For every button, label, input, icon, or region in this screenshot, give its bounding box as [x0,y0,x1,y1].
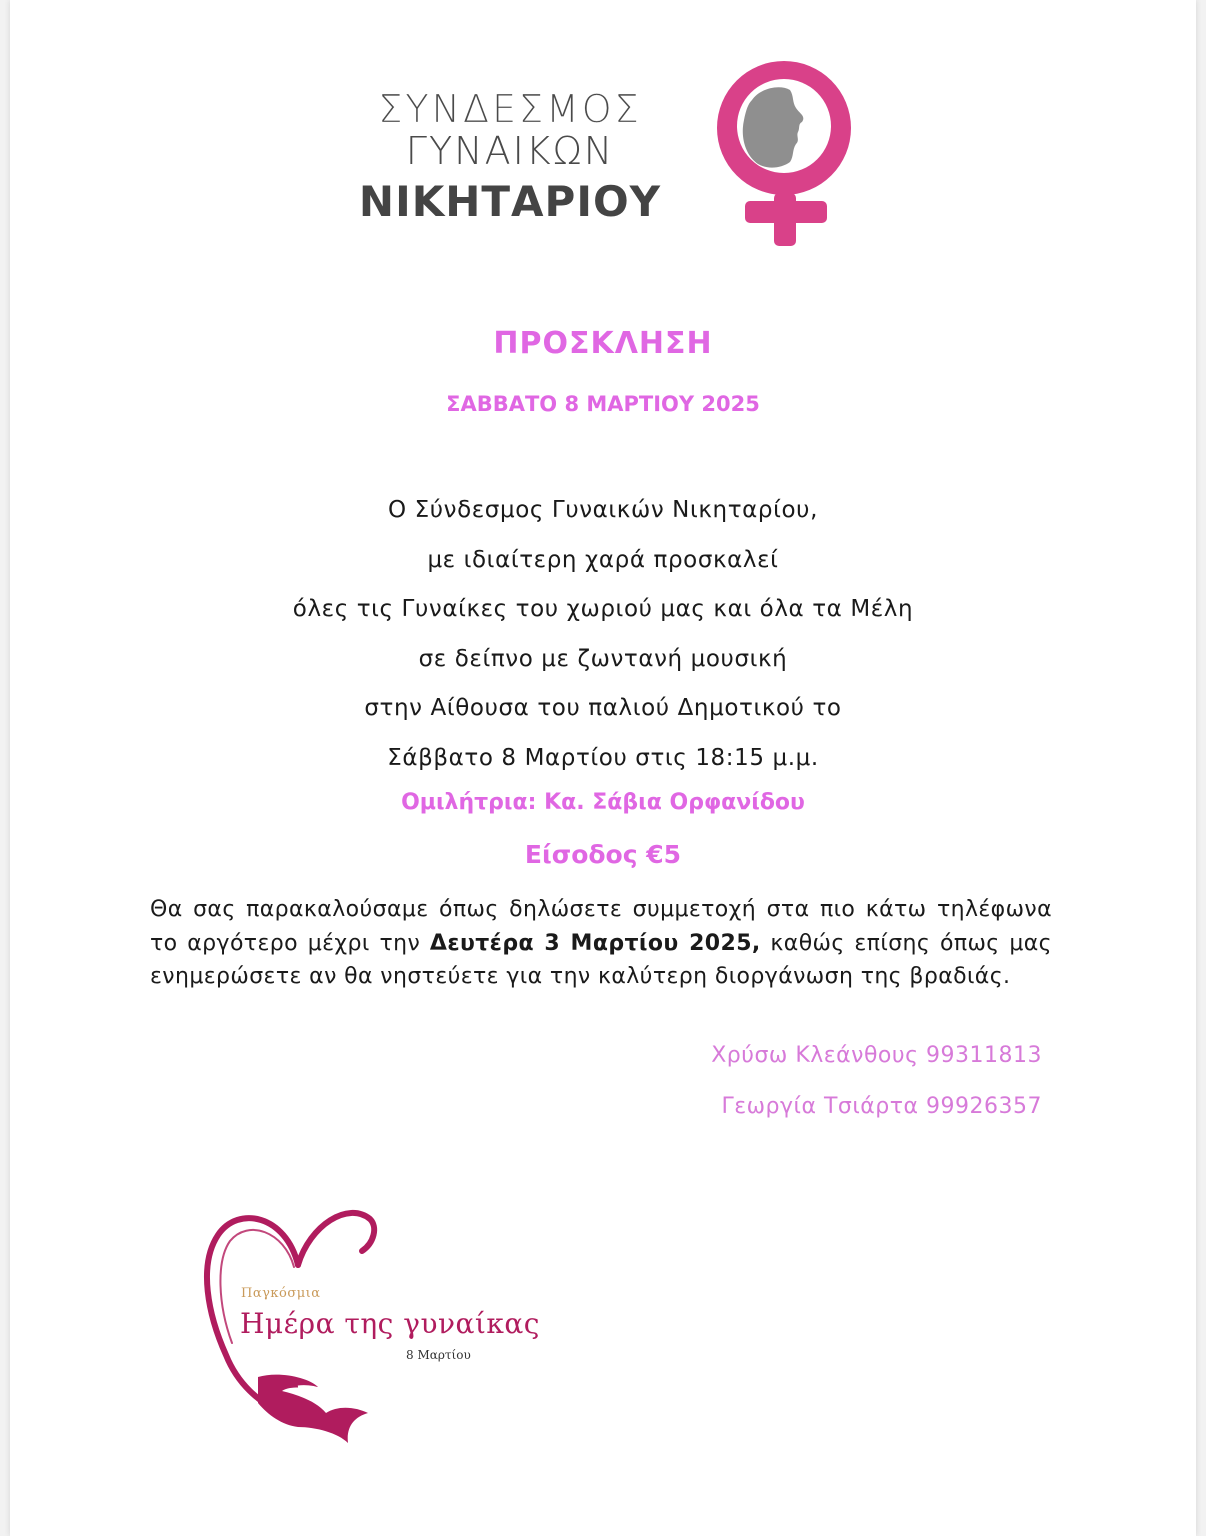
invitation-page [10,0,1196,1536]
event-date: ΣΑΒΒΑΤΟ 8 ΜΑΡΤΙΟΥ 2025 [446,392,760,416]
body-line: Σάββατο 8 Μαρτίου στις 18:15 μ.μ. [387,744,819,771]
body-line: όλες τις Γυναίκες του χωριού μας και όλα τα Μέλη [292,596,914,622]
womens-day-logo [198,1195,540,1465]
association-logo-text [330,88,690,230]
rsvp-text-after: καθώς επίσης όπως μας ενημερώσετε αν θα νηστεύετε για την καλύτερη διοργάνωση της βραδιάς. [150,930,1052,989]
body-line: Ο Σύνδεσμος Γυναικών Νικηταρίου, [388,497,818,523]
rsvp-paragraph [150,893,1052,994]
female-symbol-icon [682,60,882,250]
body-line: στην Αίθουσα του παλιού Δημοτικού το [364,695,842,721]
contact-2: Γεωργία Τσιάρτα 99926357 [721,1094,1042,1119]
heart-logo-main-text: Ημέρα της γυναίκας [240,1307,540,1340]
heart-logo-small-text: Παγκόσμια [241,1286,321,1301]
heart-logo-date: 8 Μαρτίου [406,1348,471,1362]
body-line: σε δείπνο με ζωντανή μουσική [418,645,788,672]
rsvp-deadline: Δευτέρα 3 Μαρτίου 2025, [429,930,761,956]
logo-line-1: ΣΥΝΔΕΣΜΟΣ [378,87,642,131]
invitation-title: ΠΡΟΣΚΛΗΣΗ [493,326,713,361]
rsvp-text-before: Θα σας παρακαλούσαμε όπως δηλώσετε συμμετοχή στα πιο κάτω τηλέφωνα το αργότερο μέχρι την [150,897,1052,956]
entry-fee: Είσοδος €5 [524,840,682,869]
speaker-line: Ομιλήτρια: Κα. Σάβια Ορφανίδου [401,790,805,815]
logo-line-3: ΝΙΚΗΤΑΡΙΟΥ [358,177,662,226]
logo-line-2: ΓΥΝΑΙΚΩΝ [405,129,615,173]
body-line: με ιδιαίτερη χαρά προσκαλεί [427,546,779,573]
contact-1: Χρύσω Κλεάνθους 99311813 [711,1043,1042,1068]
invitation-body [10,490,1196,787]
